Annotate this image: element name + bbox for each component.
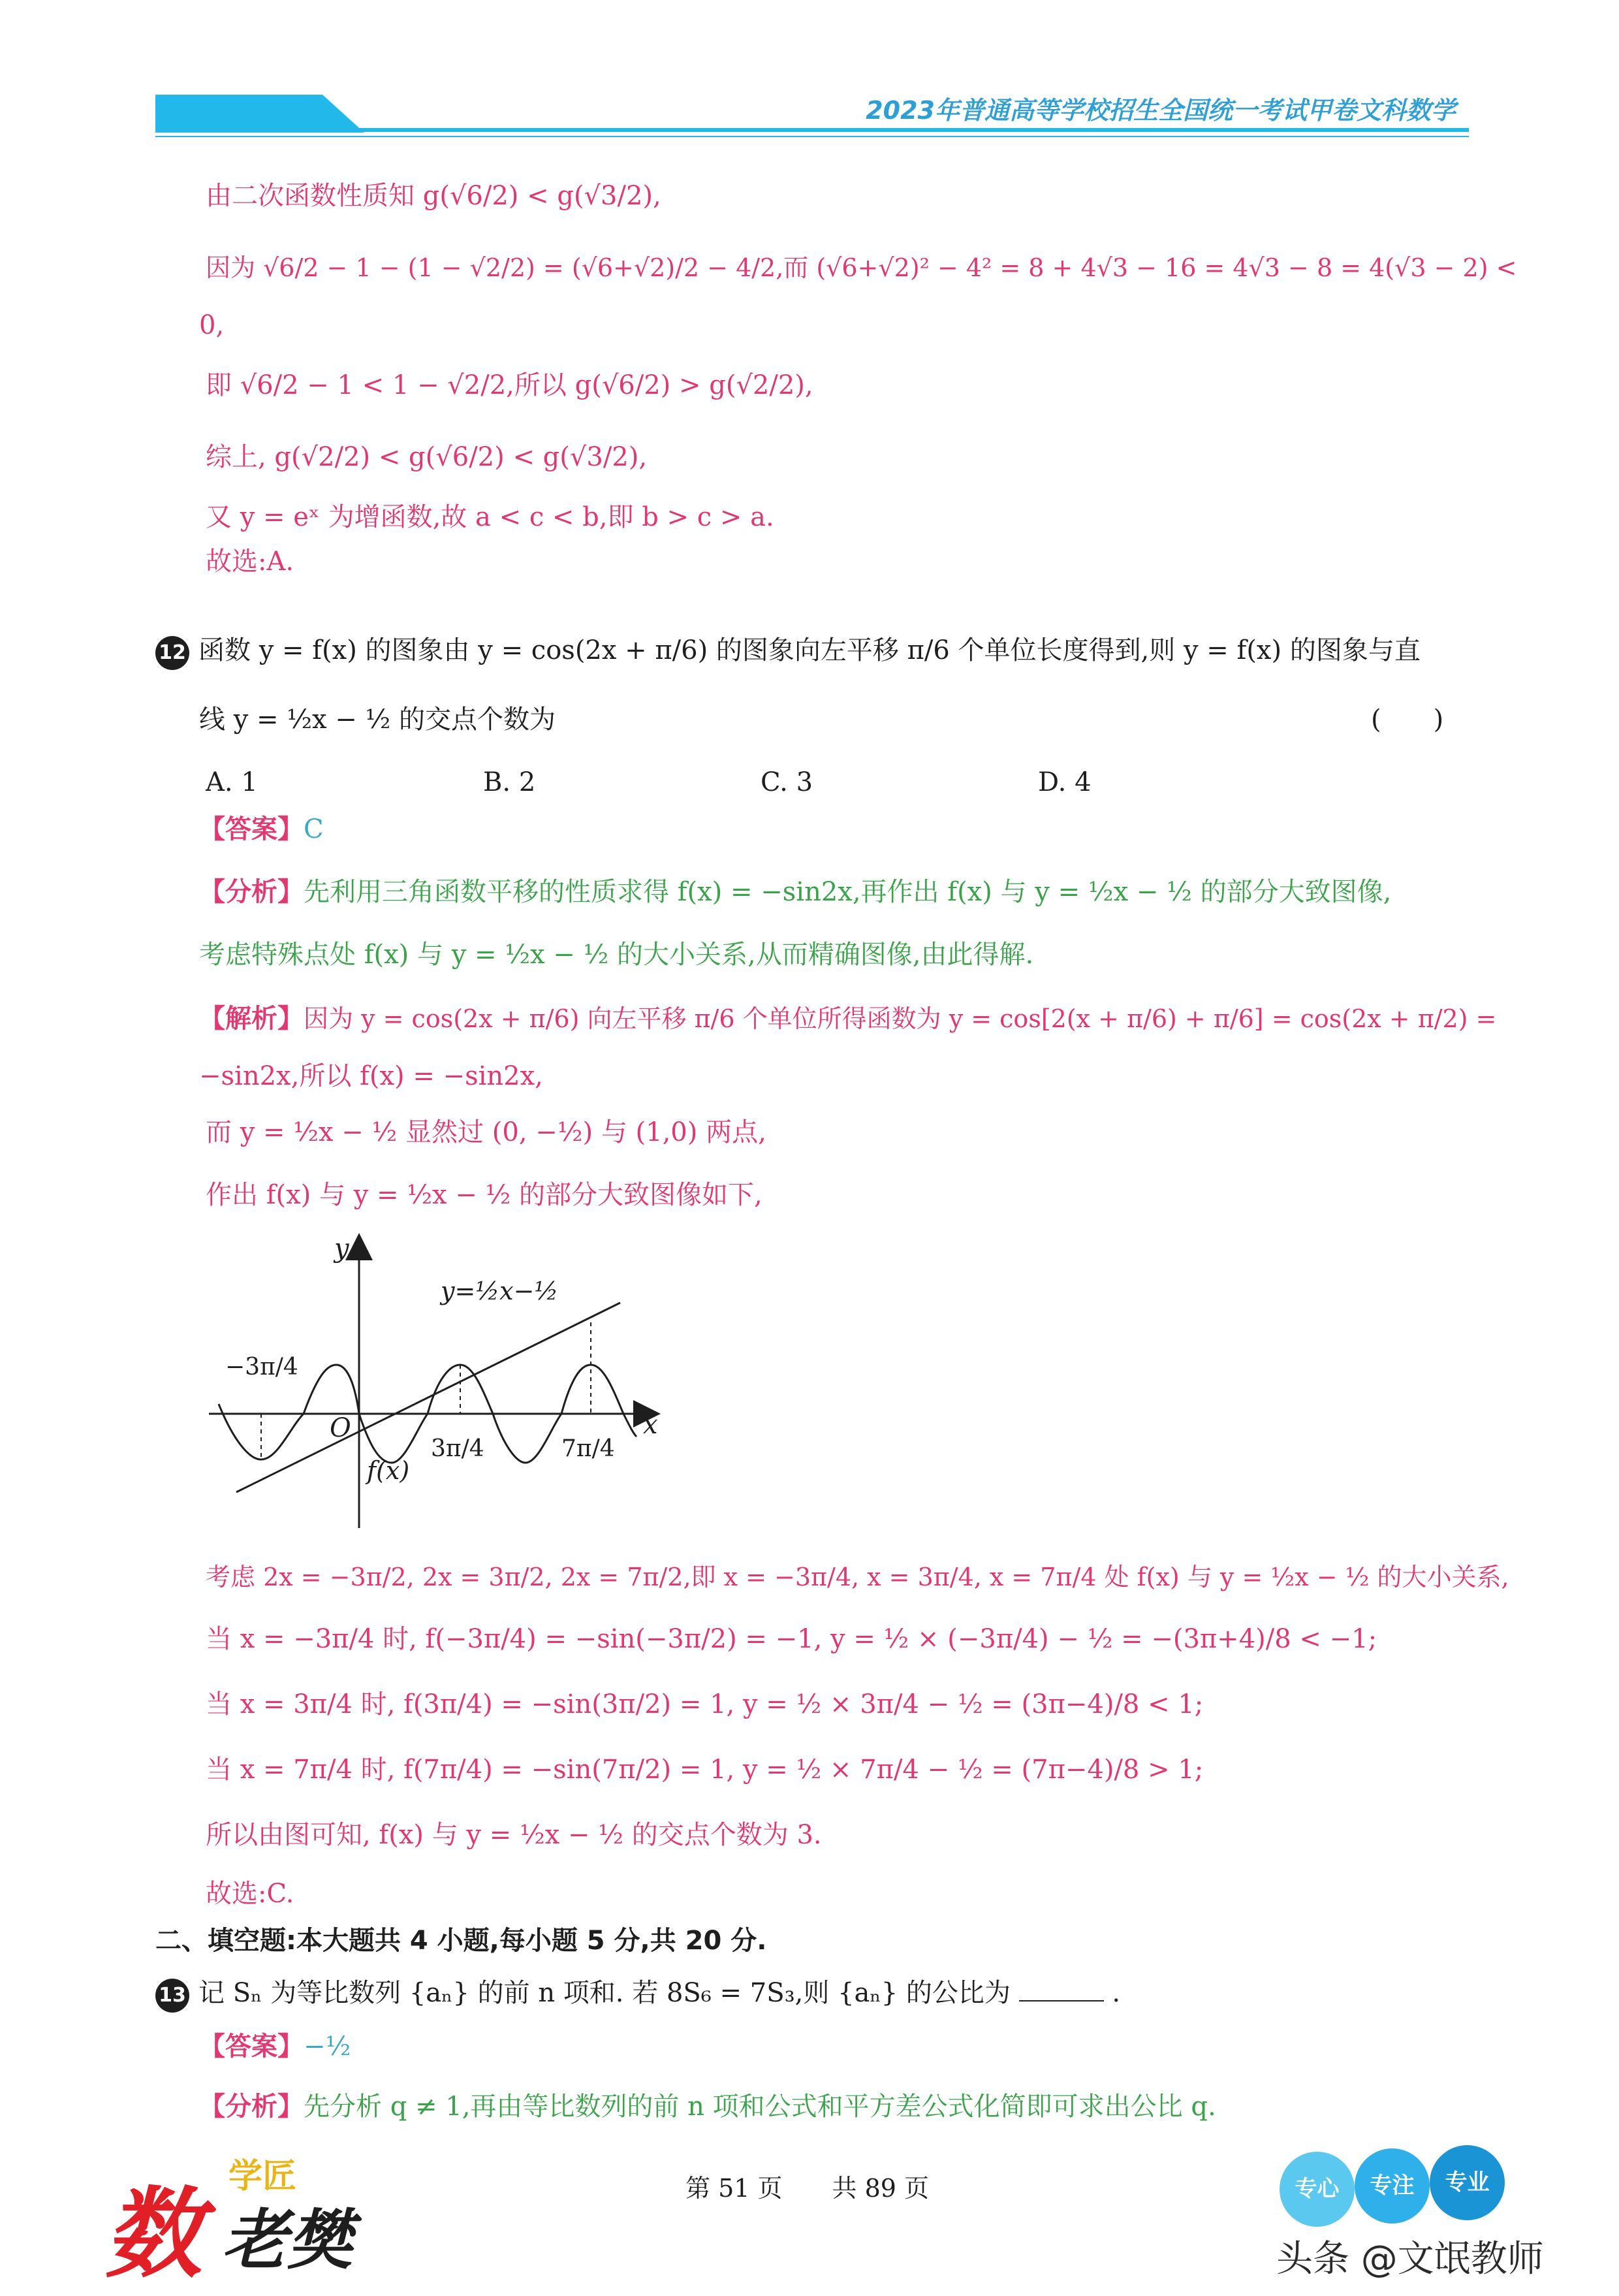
q12-answer: [199, 810, 324, 849]
page-number: 第 51 页 共 89 页: [685, 2174, 930, 2203]
tick-a: 3π/4: [431, 1435, 484, 1462]
analysis-tag: 【分析】: [199, 877, 304, 907]
jiexi-text-1: 因为 y = cos(2x + π/6) 向左平移 π/6 个单位所得函数为 y = cos[2(x + π/6) + π/6] = cos(2x + π/2) =: [304, 1004, 1497, 1033]
tick-neg: −3π/4: [225, 1354, 298, 1380]
q13-stem: [155, 1973, 1120, 2013]
sol11-line-3: 0,: [199, 310, 225, 340]
watermark: 头条 @文氓教师: [1276, 2238, 1544, 2280]
q12-option-c: C. 3: [761, 767, 813, 797]
section-2-heading: 二、填空题:本大题共 4 小题,每小题 5 分,共 20 分.: [155, 1926, 767, 1956]
q12-jiexi-2: −sin2x,所以 f(x) = −sin2x,: [199, 1061, 543, 1091]
sol11-line-7: 故选:A.: [206, 547, 294, 577]
sol11-line-2: 因为 √6/2 − 1 − (1 − √2/2) = (√6+√2)/2 − 4/2,而 (√6+√2)² − 4² = 8 + 4√3 − 16 = 4√3 − 8 = 4(√3 − 2) <: [206, 253, 1517, 282]
header-band: [155, 95, 364, 133]
sol11-line-4: 即 √6/2 − 1 < 1 − √2/2,所以 g(√6/2) > g(√2/2),: [206, 370, 813, 400]
q12-option-a: A. 1: [206, 767, 258, 797]
q12-stem-1-text: 函数 y = f(x) 的图象由 y = cos(2x + π/6) 的图象向左平移 π/6 个单位长度得到,则 y = f(x) 的图象与直: [198, 635, 1421, 665]
logo-main: 数: [104, 2178, 203, 2291]
badge-row: [1280, 2145, 1528, 2230]
q12-stem-2: 线 y = ½x − ½ 的交点个数为: [199, 705, 556, 735]
q13-analysis-text: 先分析 q ≠ 1,再由等比数列的前 n 项和公式和平方差公式化简即可求出公比 q.: [304, 2092, 1216, 2122]
badge-1: 专心: [1280, 2152, 1355, 2227]
function-graph: [196, 1228, 692, 1541]
q12-compare-6: 故选:C.: [206, 1879, 294, 1909]
q13-number: 13: [155, 1979, 189, 2013]
q13-period: .: [1112, 1978, 1121, 2008]
q12-option-d: D. 4: [1038, 767, 1092, 797]
q12-compare-3: 当 x = 3π/4 时, f(3π/4) = −sin(3π/2) = 1, y = ½ × 3π/4 − ½ = (3π−4)/8 < 1;: [206, 1689, 1204, 1719]
badge-2: 专注: [1355, 2148, 1430, 2224]
q12-paren: ( ): [1371, 705, 1444, 735]
q13-answer-tag: 【答案】: [199, 2032, 304, 2062]
q12-compare-1: 考虑 2x = −3π/2, 2x = 3π/2, 2x = 7π/2,即 x = −3π/4, x = 3π/4, x = 7π/4 处 f(x) 与 y = ½x − ½ 的大小关系,: [206, 1563, 1509, 1591]
q13-answer: [199, 2027, 351, 2066]
origin-label: O: [330, 1413, 351, 1443]
header-title: 2023年普通高等学校招生全国统一考试甲卷文科数学: [866, 96, 1456, 125]
q12-analysis-2: 考虑特殊点处 f(x) 与 y = ½x − ½ 的大小关系,从而精确图像,由此得解.: [199, 940, 1034, 970]
line-label: y=½x−½: [441, 1277, 559, 1305]
q12-compare-5: 所以由图可知, f(x) 与 y = ½x − ½ 的交点个数为 3.: [206, 1820, 822, 1850]
logo-sub: 老樊: [222, 2202, 353, 2278]
q12-jiexi-1: [199, 999, 1496, 1038]
q12-compare-4: 当 x = 7π/4 时, f(7π/4) = −sin(7π/2) = 1, y = ½ × 7π/4 − ½ = (7π−4)/8 > 1;: [206, 1755, 1204, 1785]
badge-3: 专业: [1430, 2145, 1505, 2220]
header-rule-thin: [155, 136, 1469, 137]
q12-analysis-1: [199, 872, 1391, 912]
q13-analysis-tag: 【分析】: [199, 2092, 304, 2122]
sol11-line-1: 由二次函数性质知 g(√6/2) < g(√3/2),: [206, 181, 661, 211]
q13-analysis: [199, 2087, 1216, 2126]
q12-stem-1: [155, 631, 1421, 670]
line-graph: [236, 1303, 620, 1492]
sol11-line-6: 又 y = eˣ 为增函数,故 a < c < b,即 b > c > a.: [206, 502, 774, 532]
q13-answer-blank: [1019, 1977, 1104, 2001]
footer-logo: [98, 2148, 372, 2291]
q13-stem-text: 记 Sₙ 为等比数列 {aₙ} 的前 n 项和. 若 8S₆ = 7S₃,则 {aₙ} 的公比为: [198, 1978, 1011, 2008]
sol11-line-5: 综上, g(√2/2) < g(√6/2) < g(√3/2),: [206, 442, 648, 472]
x-label: x: [643, 1410, 658, 1440]
header-rule: [155, 128, 1469, 132]
logo-top: 学匠: [228, 2157, 297, 2196]
q12-jiexi-4: 作出 f(x) 与 y = ½x − ½ 的部分大致图像如下,: [206, 1180, 762, 1210]
jiexi-tag: 【解析】: [199, 1004, 304, 1034]
y-label: y: [334, 1234, 349, 1264]
tick-b: 7π/4: [561, 1435, 615, 1462]
answer-tag: 【答案】: [199, 814, 304, 844]
f-label: f(x): [367, 1456, 410, 1485]
q12-jiexi-3: 而 y = ½x − ½ 显然过 (0, −½) 与 (1,0) 两点,: [206, 1117, 766, 1147]
analysis-text-1: 先利用三角函数平移的性质求得 f(x) = −sin2x,再作出 f(x) 与 y = ½x − ½ 的部分大致图像,: [304, 877, 1392, 907]
q12-option-b: B. 2: [483, 767, 536, 797]
q13-answer-value: −½: [304, 2032, 351, 2062]
q12-number: 12: [155, 636, 189, 670]
answer-value: C: [304, 814, 324, 844]
q12-compare-2: 当 x = −3π/4 时, f(−3π/4) = −sin(−3π/2) = −1, y = ½ × (−3π/4) − ½ = −(3π+4)/8 < −1;: [206, 1624, 1377, 1654]
